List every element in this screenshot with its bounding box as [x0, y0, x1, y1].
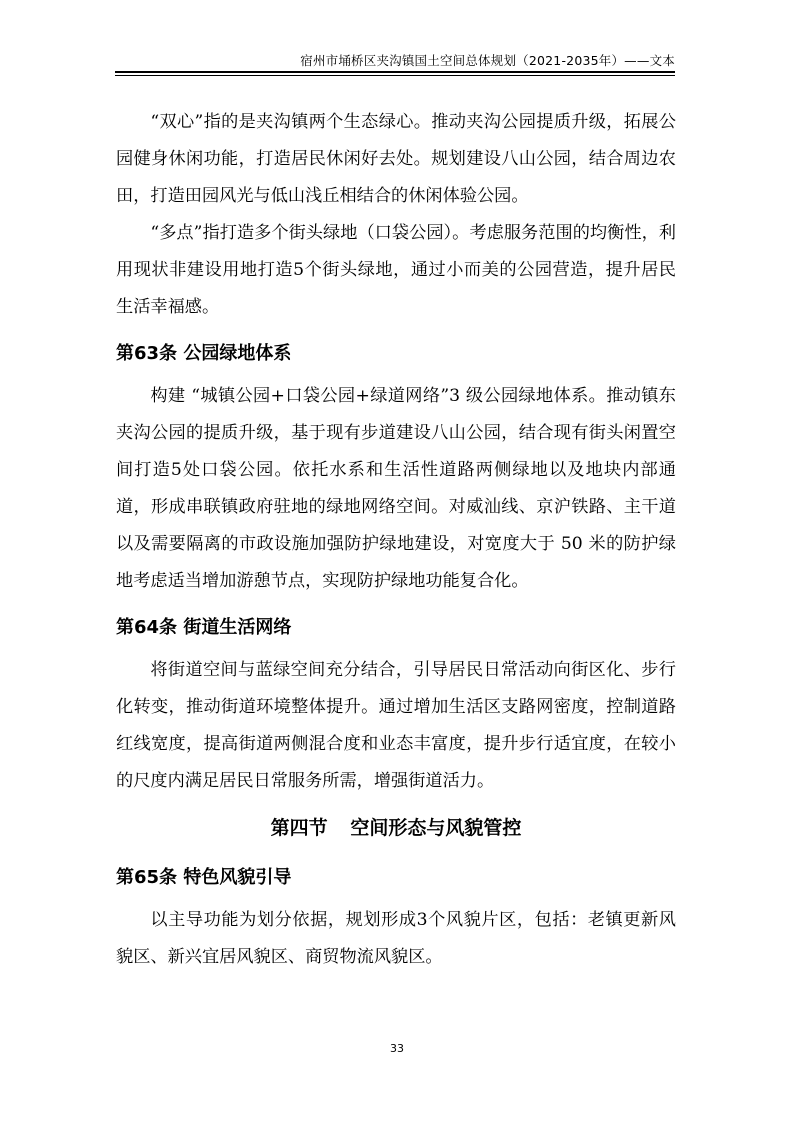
- running-header: 宿州市埇桥区夹沟镇国土空间总体规划（2021-2035年）——文本: [300, 53, 675, 68]
- paragraph-park-system: 构建 “城镇公园+口袋公园+绿道网络”3 级公园绿地体系。推动镇东夹沟公园的提质升级，基于现有步道建设八山公园，结合现有街头闲置空间打造5处口袋公园。依托水系和生活性道路两侧绿地以及地块内部通道，形成串联镇政府驻地的绿地网络空间。对威汕线、京沪铁路、主干道以及需要隔离的市政设施加强防护绿地建设，对宽度大于 50 米的防护绿地考虑适当增加游憩节点，实现防护绿地功能复合化。: [116, 386, 676, 591]
- page-number: 33: [390, 1042, 404, 1055]
- article-64-heading: 第64条 街道生活网络: [116, 617, 292, 638]
- header-rule-thin: [115, 75, 675, 76]
- section-4-number: 第四节: [270, 817, 328, 839]
- article-63-heading: 第63条 公园绿地体系: [116, 343, 292, 364]
- paragraph-multi-point: “多点”指打造多个街头绿地（口袋公园）。考虑服务范围的均衡性，利用现状非建设用地打造5个街头绿地，通过小而美的公园营造，提升居民生活幸福感。: [116, 223, 676, 317]
- paragraph-street-network: 将街道空间与蓝绿空间充分结合，引导居民日常活动向街区化、步行化转变，推动街道环境整体提升。通过增加生活区支路网密度，控制道路红线宽度，提高街道两侧混合度和业态丰富度，提升步行适宜度，在较小的尺度内满足居民日常服务所需，增强街道活力。: [116, 660, 676, 791]
- article-65-heading: 第65条 特色风貌引导: [116, 867, 292, 888]
- header-rule-thick: [115, 71, 675, 73]
- paragraph-double-heart: “双心”指的是夹沟镇两个生态绿心。推动夹沟公园提质升级，拓展公园健身休闲功能，打造居民休闲好去处。规划建设八山公园，结合周边农田，打造田园风光与低山浅丘相结合的休闲体验公园。: [116, 112, 676, 206]
- document-body: [116, 104, 676, 976]
- section-4-heading: [116, 806, 676, 850]
- paragraph-style-zones: 以主导功能为划分依据，规划形成3个风貌片区，包括：老镇更新风貌区、新兴宜居风貌区、商贸物流风貌区。: [116, 910, 676, 967]
- section-4-title: 空间形态与风貌管控: [350, 817, 522, 839]
